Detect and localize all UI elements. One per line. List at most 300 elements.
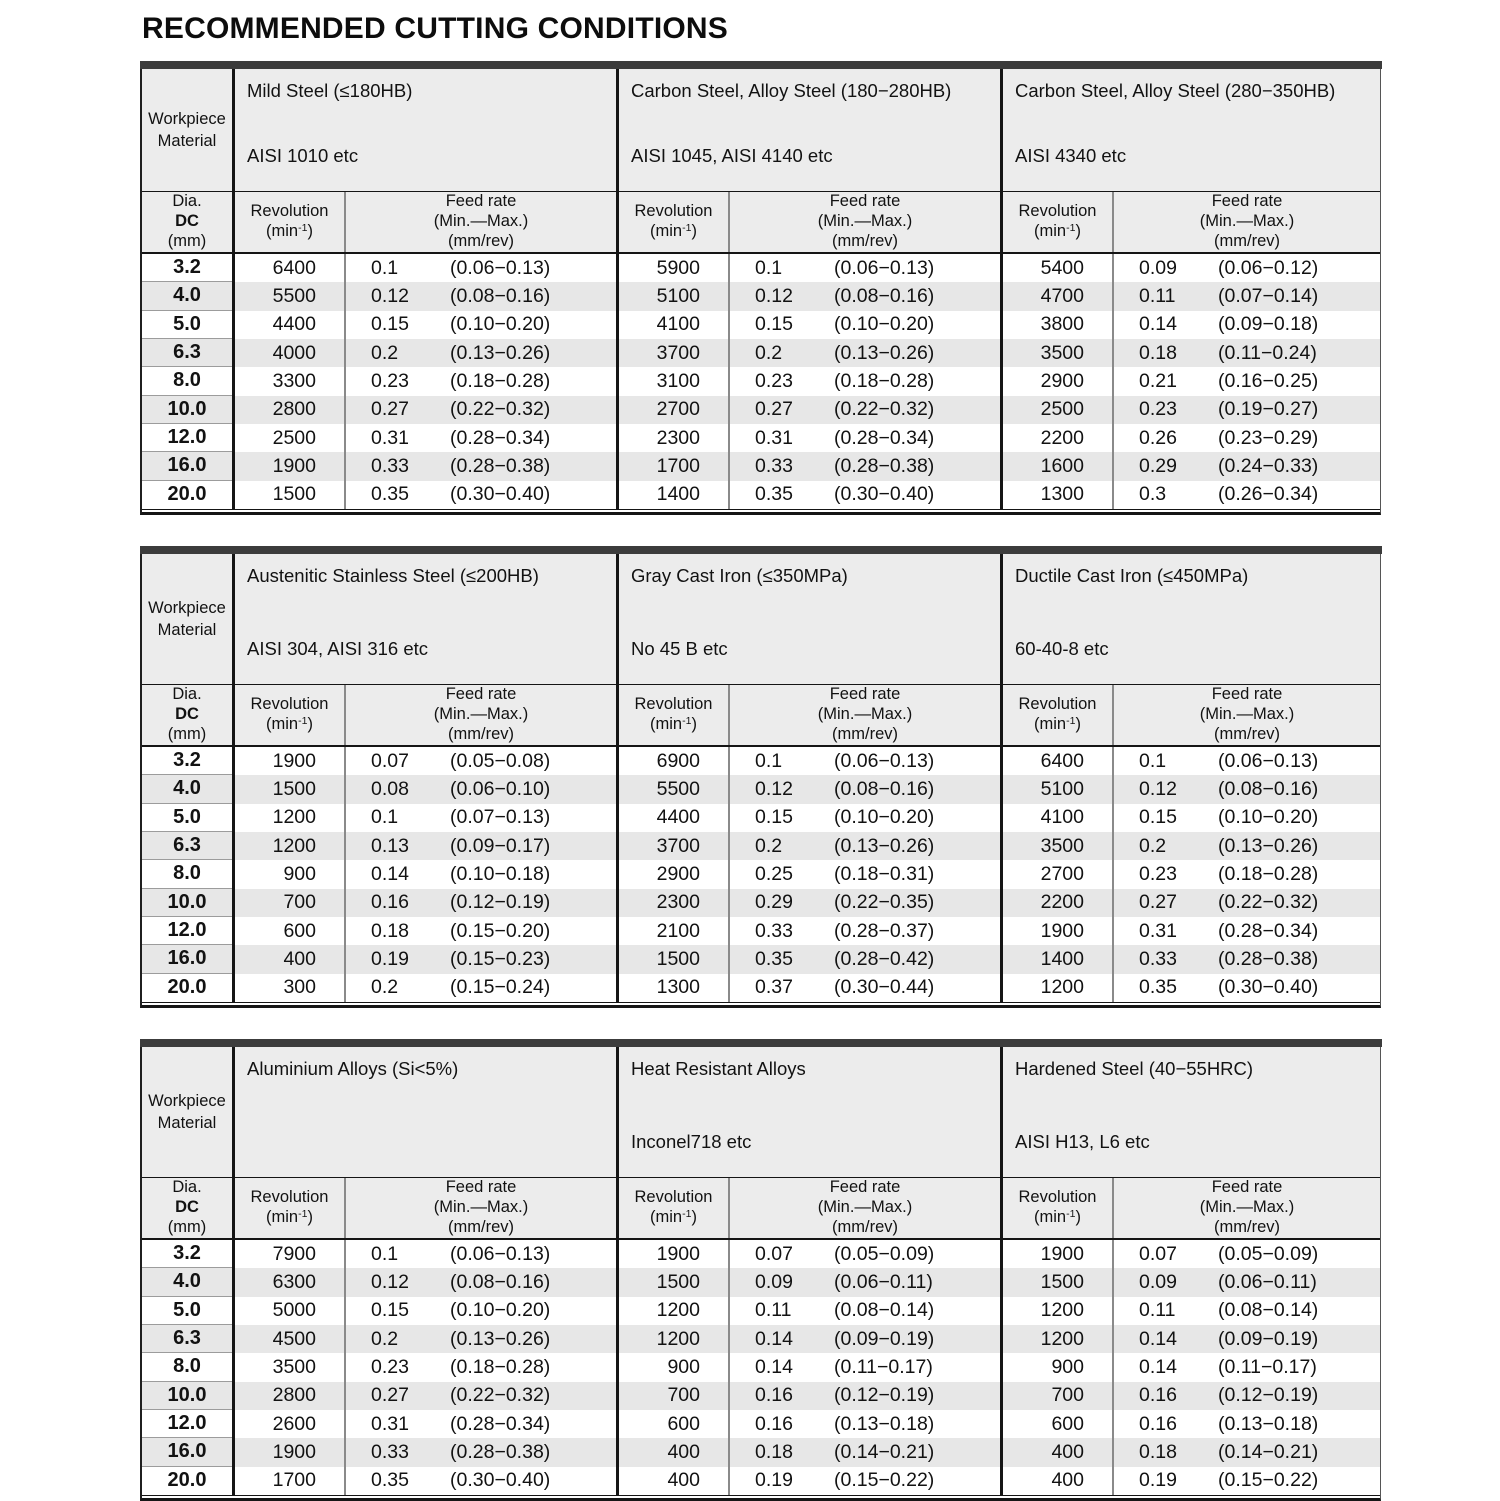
unit-pre: (min bbox=[266, 1207, 299, 1226]
feed-value: 0.35 bbox=[1139, 976, 1177, 999]
feed-rate-cell bbox=[728, 367, 1000, 395]
feed-rate-cell bbox=[1112, 1410, 1380, 1438]
revolution-value: 1900 bbox=[232, 452, 344, 480]
dia-value: 12.0 bbox=[142, 1410, 232, 1438]
feed-range: (0.08−0.16) bbox=[450, 1270, 551, 1293]
feed-rate-cell bbox=[728, 396, 1000, 424]
feed-range: (0.12−0.19) bbox=[834, 1384, 935, 1407]
feed-value: 0.14 bbox=[755, 1355, 793, 1378]
feed-header-line: (Min.—Max.) bbox=[1199, 705, 1295, 724]
dia-value: 12.0 bbox=[142, 917, 232, 945]
feed-header-line: (Min.—Max.) bbox=[817, 705, 913, 724]
feed-rate-cell bbox=[728, 860, 1000, 888]
revolution-value: 1700 bbox=[232, 1467, 344, 1495]
revolution-value: 1200 bbox=[232, 832, 344, 860]
revolution-value: 2700 bbox=[616, 396, 728, 424]
feed-rate-cell bbox=[344, 254, 616, 282]
feed-rate-cell bbox=[344, 1438, 616, 1466]
feed-range: (0.11−0.17) bbox=[1218, 1355, 1317, 1378]
workpiece-material-label: Workpiece Material bbox=[148, 109, 226, 150]
revolution-value: 1200 bbox=[1000, 1325, 1112, 1353]
feed-rate-cell bbox=[1112, 860, 1380, 888]
material-example: AISI H13, L6 etc bbox=[1015, 1130, 1150, 1152]
feed-range: (0.30−0.40) bbox=[834, 483, 935, 506]
feed-value: 0.1 bbox=[1139, 749, 1167, 772]
feed-value: 0.31 bbox=[371, 1412, 409, 1435]
table-row bbox=[142, 1297, 1380, 1325]
feed-rate-cell bbox=[728, 1438, 1000, 1466]
feed-range: (0.05−0.09) bbox=[1218, 1242, 1319, 1265]
unit-post: ) bbox=[307, 1207, 313, 1226]
feed-value: 0.14 bbox=[1139, 1355, 1177, 1378]
material-cell bbox=[1000, 1047, 1380, 1177]
revolution-value: 600 bbox=[232, 917, 344, 945]
feed-value: 0.2 bbox=[371, 1327, 399, 1350]
feed-value: 0.19 bbox=[755, 1469, 793, 1492]
feed-range: (0.13−0.26) bbox=[1218, 834, 1319, 857]
feed-range: (0.13−0.26) bbox=[450, 341, 551, 364]
material-example: Inconel718 etc bbox=[631, 1130, 752, 1152]
feed-value: 0.35 bbox=[371, 483, 409, 506]
table-row bbox=[142, 775, 1380, 803]
revolution-header bbox=[616, 1178, 728, 1238]
revolution-value: 2800 bbox=[232, 1382, 344, 1410]
feed-range: (0.08−0.16) bbox=[834, 777, 935, 800]
revolution-value: 2300 bbox=[616, 424, 728, 452]
feed-range: (0.09−0.19) bbox=[834, 1327, 935, 1350]
feed-range: (0.10−0.20) bbox=[1218, 806, 1319, 829]
feed-rate-cell bbox=[1112, 311, 1380, 339]
feed-value: 0.1 bbox=[371, 1242, 399, 1265]
unit-pre: (min bbox=[650, 714, 683, 733]
feed-header-line: (mm/rev) bbox=[832, 724, 898, 743]
revolution-label: Revolution bbox=[634, 695, 713, 714]
revolution-label: Revolution bbox=[1018, 202, 1097, 221]
revolution-label: Revolution bbox=[1018, 1188, 1097, 1207]
feed-value: 0.29 bbox=[1139, 454, 1177, 477]
feed-range: (0.05−0.08) bbox=[450, 749, 551, 772]
feed-rate-cell bbox=[728, 1240, 1000, 1268]
feed-value: 0.16 bbox=[755, 1412, 793, 1435]
revolution-unit bbox=[1034, 1208, 1081, 1228]
dia-value: 5.0 bbox=[142, 1297, 232, 1325]
data-rows bbox=[142, 1240, 1380, 1496]
revolution-value: 600 bbox=[1000, 1410, 1112, 1438]
feed-value: 0.16 bbox=[755, 1384, 793, 1407]
revolution-value: 400 bbox=[616, 1438, 728, 1466]
revolution-label: Revolution bbox=[250, 1188, 329, 1207]
material-cell bbox=[232, 69, 616, 191]
feed-value: 0.07 bbox=[371, 749, 409, 772]
feed-value: 0.15 bbox=[371, 313, 409, 336]
feed-rate-cell bbox=[1112, 1353, 1380, 1381]
feed-rate-cell bbox=[728, 311, 1000, 339]
table-top-bar bbox=[140, 546, 1382, 554]
feed-header-line: Feed rate bbox=[445, 192, 517, 211]
feed-range: (0.13−0.26) bbox=[834, 834, 935, 857]
feed-rate-cell bbox=[728, 1297, 1000, 1325]
material-example: No 45 B etc bbox=[631, 637, 728, 659]
feed-value: 0.15 bbox=[755, 806, 793, 829]
feed-header-line: (mm/rev) bbox=[832, 1217, 898, 1236]
feed-range: (0.28−0.42) bbox=[834, 947, 935, 970]
page-title: RECOMMENDED CUTTING CONDITIONS bbox=[142, 12, 728, 45]
dia-header-line: Dia. bbox=[172, 685, 202, 704]
table-row bbox=[142, 917, 1380, 945]
feed-range: (0.08−0.14) bbox=[1218, 1299, 1319, 1322]
revolution-value: 1900 bbox=[616, 1240, 728, 1268]
feed-value: 0.37 bbox=[755, 976, 793, 999]
feed-value: 0.18 bbox=[1139, 1440, 1177, 1463]
feed-value: 0.12 bbox=[371, 1270, 409, 1293]
revolution-value: 3500 bbox=[1000, 339, 1112, 367]
feed-rate-cell bbox=[344, 396, 616, 424]
workpiece-material-label: Workpiece Material bbox=[148, 1091, 226, 1132]
revolution-value: 5000 bbox=[232, 1297, 344, 1325]
revolution-value: 3700 bbox=[616, 832, 728, 860]
dia-value: 3.2 bbox=[142, 254, 232, 282]
revolution-value: 2200 bbox=[1000, 424, 1112, 452]
feed-value: 0.12 bbox=[1139, 777, 1177, 800]
unit-sup: -1 bbox=[682, 222, 692, 234]
feed-value: 0.21 bbox=[1139, 369, 1177, 392]
revolution-unit bbox=[650, 222, 697, 242]
feed-rate-cell bbox=[1112, 832, 1380, 860]
table-row bbox=[142, 1467, 1380, 1495]
revolution-value: 4500 bbox=[232, 1325, 344, 1353]
feed-value: 0.23 bbox=[371, 1355, 409, 1378]
revolution-value: 2200 bbox=[1000, 889, 1112, 917]
revolution-value: 1900 bbox=[232, 1438, 344, 1466]
feed-value: 0.14 bbox=[1139, 313, 1177, 336]
feed-rate-cell bbox=[344, 1410, 616, 1438]
feed-rate-cell bbox=[344, 339, 616, 367]
feed-range: (0.08−0.14) bbox=[834, 1299, 935, 1322]
material-cell bbox=[1000, 554, 1380, 684]
revolution-value: 7900 bbox=[232, 1240, 344, 1268]
table-row bbox=[142, 1438, 1380, 1466]
feed-value: 0.19 bbox=[371, 947, 409, 970]
dia-value: 10.0 bbox=[142, 889, 232, 917]
feed-value: 0.23 bbox=[1139, 398, 1177, 421]
feed-range: (0.28−0.34) bbox=[450, 426, 551, 449]
feed-value: 0.1 bbox=[755, 749, 783, 772]
feed-value: 0.33 bbox=[1139, 947, 1177, 970]
feed-rate-cell bbox=[728, 974, 1000, 1002]
feed-rate-cell bbox=[1112, 254, 1380, 282]
feed-range: (0.10−0.18) bbox=[450, 862, 551, 885]
dia-value: 8.0 bbox=[142, 367, 232, 395]
feed-header-line: Feed rate bbox=[1211, 685, 1283, 704]
feed-value: 0.11 bbox=[755, 1299, 792, 1322]
revolution-value: 1300 bbox=[616, 974, 728, 1002]
feed-rate-cell bbox=[1112, 747, 1380, 775]
feed-header-line: Feed rate bbox=[445, 1178, 517, 1197]
unit-post: ) bbox=[307, 222, 313, 240]
revolution-header bbox=[232, 1178, 344, 1238]
feed-rate-cell bbox=[344, 889, 616, 917]
dia-header-line: (mm) bbox=[167, 724, 207, 743]
feed-value: 0.2 bbox=[755, 341, 783, 364]
feed-range: (0.06−0.11) bbox=[834, 1270, 933, 1293]
dia-header-line: Dia. bbox=[172, 1178, 202, 1197]
feed-range: (0.10−0.20) bbox=[834, 806, 935, 829]
feed-rate-cell bbox=[344, 481, 616, 509]
material-name: Aluminium Alloys (Si<5%) bbox=[247, 1057, 459, 1079]
feed-range: (0.06−0.13) bbox=[834, 749, 935, 772]
table-row bbox=[142, 889, 1380, 917]
feed-range: (0.06−0.10) bbox=[450, 777, 551, 800]
dia-value: 4.0 bbox=[142, 1268, 232, 1296]
table-row bbox=[142, 1268, 1380, 1296]
revolution-value: 1500 bbox=[232, 775, 344, 803]
feed-header-line: (Min.—Max.) bbox=[433, 1198, 529, 1216]
feed-rate-cell bbox=[1112, 1297, 1380, 1325]
feed-range: (0.22−0.32) bbox=[450, 1384, 551, 1407]
unit-post: ) bbox=[691, 714, 697, 733]
table-row bbox=[142, 1353, 1380, 1381]
revolution-value: 1900 bbox=[232, 747, 344, 775]
feed-value: 0.14 bbox=[371, 862, 409, 885]
feed-range: (0.06−0.11) bbox=[1218, 1270, 1317, 1293]
unit-post: ) bbox=[691, 222, 697, 240]
feed-value: 0.25 bbox=[755, 862, 793, 885]
dia-value: 16.0 bbox=[142, 1438, 232, 1466]
table-top-bar bbox=[140, 1039, 1382, 1047]
feed-range: (0.22−0.35) bbox=[834, 891, 935, 914]
table-row bbox=[142, 945, 1380, 973]
material-header-row bbox=[142, 1047, 1380, 1177]
revolution-value: 600 bbox=[616, 1410, 728, 1438]
revolution-value: 1200 bbox=[616, 1325, 728, 1353]
feed-value: 0.15 bbox=[1139, 806, 1177, 829]
revolution-header bbox=[1000, 685, 1112, 745]
revolution-header bbox=[616, 192, 728, 252]
table-row bbox=[142, 481, 1380, 509]
dia-value: 3.2 bbox=[142, 1240, 232, 1268]
feed-range: (0.30−0.40) bbox=[450, 1469, 551, 1492]
revolution-value: 900 bbox=[616, 1353, 728, 1381]
feed-value: 0.09 bbox=[1139, 1270, 1177, 1293]
material-cell bbox=[232, 1047, 616, 1177]
feed-range: (0.28−0.38) bbox=[450, 1440, 551, 1463]
unit-sup: -1 bbox=[1066, 222, 1076, 234]
revolution-value: 4000 bbox=[232, 339, 344, 367]
table-row bbox=[142, 282, 1380, 310]
feed-header-line: (mm/rev) bbox=[1214, 724, 1280, 743]
feed-rate-header bbox=[728, 192, 1000, 252]
feed-rate-cell bbox=[728, 1325, 1000, 1353]
feed-value: 0.31 bbox=[1139, 919, 1177, 942]
table-top-bar bbox=[140, 61, 1382, 69]
feed-rate-cell bbox=[344, 1353, 616, 1381]
unit-pre: (min bbox=[1034, 222, 1067, 240]
dia-value: 16.0 bbox=[142, 452, 232, 480]
feed-range: (0.28−0.38) bbox=[450, 454, 551, 477]
feed-rate-cell bbox=[344, 860, 616, 888]
feed-range: (0.28−0.34) bbox=[834, 426, 935, 449]
material-cell bbox=[232, 554, 616, 684]
material-example: AISI 304, AISI 316 etc bbox=[247, 637, 429, 659]
feed-rate-cell bbox=[728, 1268, 1000, 1296]
material-name: Carbon Steel, Alloy Steel (180−280HB) bbox=[631, 80, 952, 101]
revolution-value: 1500 bbox=[616, 945, 728, 973]
unit-sup: -1 bbox=[298, 714, 308, 727]
feed-range: (0.15−0.23) bbox=[450, 947, 551, 970]
feed-value: 0.13 bbox=[371, 834, 409, 857]
feed-range: (0.13−0.18) bbox=[1218, 1412, 1319, 1435]
feed-rate-header bbox=[728, 685, 1000, 745]
feed-header-line: (mm/rev) bbox=[1214, 1217, 1280, 1236]
dia-header-line: DC bbox=[175, 1198, 199, 1216]
dia-value: 10.0 bbox=[142, 1382, 232, 1410]
feed-rate-cell bbox=[344, 1268, 616, 1296]
feed-range: (0.13−0.18) bbox=[834, 1412, 935, 1435]
feed-range: (0.14−0.21) bbox=[1218, 1440, 1319, 1463]
feed-rate-header bbox=[1112, 685, 1380, 745]
revolution-value: 1500 bbox=[1000, 1268, 1112, 1296]
unit-pre: (min bbox=[650, 1207, 683, 1226]
feed-value: 0.1 bbox=[755, 256, 783, 279]
feed-rate-cell bbox=[344, 832, 616, 860]
revolution-value: 3700 bbox=[616, 339, 728, 367]
feed-rate-cell bbox=[1112, 481, 1380, 509]
feed-range: (0.09−0.17) bbox=[450, 834, 551, 857]
feed-value: 0.23 bbox=[371, 369, 409, 392]
feed-value: 0.35 bbox=[755, 947, 793, 970]
feed-value: 0.33 bbox=[755, 919, 793, 942]
feed-value: 0.07 bbox=[1139, 1242, 1177, 1265]
material-name: Carbon Steel, Alloy Steel (280−350HB) bbox=[1015, 80, 1336, 101]
revolution-value: 2600 bbox=[232, 1410, 344, 1438]
feed-rate-cell bbox=[344, 1297, 616, 1325]
revolution-unit bbox=[266, 222, 313, 242]
revolution-value: 4100 bbox=[1000, 804, 1112, 832]
feed-rate-cell bbox=[1112, 282, 1380, 310]
feed-range: (0.07−0.14) bbox=[1218, 284, 1319, 307]
feed-rate-cell bbox=[728, 282, 1000, 310]
revolution-label: Revolution bbox=[250, 695, 329, 714]
feed-rate-cell bbox=[728, 945, 1000, 973]
feed-rate-cell bbox=[344, 804, 616, 832]
feed-rate-cell bbox=[1112, 775, 1380, 803]
revolution-label: Revolution bbox=[634, 1188, 713, 1207]
revolution-value: 700 bbox=[1000, 1382, 1112, 1410]
revolution-header bbox=[616, 685, 728, 745]
feed-header-line: Feed rate bbox=[829, 685, 901, 704]
feed-rate-cell bbox=[1112, 1467, 1380, 1495]
feed-rate-cell bbox=[344, 775, 616, 803]
revolution-value: 6900 bbox=[616, 747, 728, 775]
feed-rate-cell bbox=[728, 424, 1000, 452]
feed-range: (0.07−0.13) bbox=[450, 806, 551, 829]
feed-value: 0.33 bbox=[755, 454, 793, 477]
dia-value: 6.3 bbox=[142, 339, 232, 367]
feed-range: (0.28−0.38) bbox=[1218, 947, 1319, 970]
dia-header-line: (mm) bbox=[167, 1217, 207, 1236]
dia-header-line: DC bbox=[175, 705, 199, 724]
feed-rate-cell bbox=[344, 452, 616, 480]
revolution-value: 1900 bbox=[1000, 1240, 1112, 1268]
unit-post: ) bbox=[1075, 714, 1081, 733]
feed-value: 0.16 bbox=[371, 891, 409, 914]
revolution-value: 1600 bbox=[1000, 452, 1112, 480]
feed-range: (0.30−0.44) bbox=[834, 976, 935, 999]
revolution-value: 5500 bbox=[616, 775, 728, 803]
feed-rate-cell bbox=[344, 945, 616, 973]
feed-rate-header bbox=[728, 1178, 1000, 1238]
feed-range: (0.14−0.21) bbox=[834, 1440, 935, 1463]
revolution-value: 2500 bbox=[1000, 396, 1112, 424]
feed-value: 0.12 bbox=[755, 284, 793, 307]
dia-header bbox=[142, 192, 232, 252]
feed-range: (0.22−0.32) bbox=[1218, 891, 1319, 914]
revolution-unit bbox=[1034, 715, 1081, 735]
feed-range: (0.08−0.16) bbox=[450, 284, 551, 307]
feed-value: 0.09 bbox=[1139, 256, 1177, 279]
feed-value: 0.27 bbox=[371, 398, 409, 421]
unit-sup: -1 bbox=[682, 1207, 692, 1220]
unit-post: ) bbox=[691, 1207, 697, 1226]
feed-value: 0.16 bbox=[1139, 1384, 1177, 1407]
revolution-value: 6400 bbox=[1000, 747, 1112, 775]
revolution-value: 6300 bbox=[232, 1268, 344, 1296]
feed-value: 0.33 bbox=[371, 454, 409, 477]
dia-value: 16.0 bbox=[142, 945, 232, 973]
feed-rate-cell bbox=[1112, 339, 1380, 367]
feed-rate-cell bbox=[728, 804, 1000, 832]
column-header-row bbox=[142, 684, 1380, 747]
feed-rate-cell bbox=[728, 1353, 1000, 1381]
material-example: 60-40-8 etc bbox=[1015, 637, 1109, 659]
feed-value: 0.35 bbox=[371, 1469, 409, 1492]
revolution-value: 3300 bbox=[232, 367, 344, 395]
dia-value: 12.0 bbox=[142, 424, 232, 452]
feed-range: (0.09−0.18) bbox=[1218, 313, 1319, 336]
feed-rate-cell bbox=[344, 747, 616, 775]
feed-value: 0.31 bbox=[755, 426, 793, 449]
feed-rate-cell bbox=[1112, 1240, 1380, 1268]
material-example: AISI 1010 etc bbox=[247, 145, 359, 166]
dia-header-line: DC bbox=[175, 212, 199, 231]
material-example: AISI 4340 etc bbox=[1015, 145, 1127, 166]
feed-rate-cell bbox=[728, 339, 1000, 367]
revolution-value: 400 bbox=[1000, 1467, 1112, 1495]
feed-value: 0.2 bbox=[371, 976, 399, 999]
feed-range: (0.18−0.31) bbox=[834, 862, 935, 885]
feed-range: (0.12−0.19) bbox=[450, 891, 551, 914]
feed-range: (0.11−0.24) bbox=[1218, 341, 1317, 364]
feed-range: (0.06−0.13) bbox=[1218, 749, 1319, 772]
feed-rate-cell bbox=[728, 832, 1000, 860]
feed-rate-cell bbox=[1112, 396, 1380, 424]
revolution-label: Revolution bbox=[1018, 695, 1097, 714]
feed-rate-cell bbox=[1112, 889, 1380, 917]
revolution-value: 1500 bbox=[616, 1268, 728, 1296]
table-row bbox=[142, 1410, 1380, 1438]
revolution-unit bbox=[650, 1208, 697, 1228]
feed-value: 0.14 bbox=[755, 1327, 793, 1350]
feed-rate-cell bbox=[1112, 1438, 1380, 1466]
table-row bbox=[142, 1382, 1380, 1410]
revolution-value: 2900 bbox=[1000, 367, 1112, 395]
unit-post: ) bbox=[307, 714, 313, 733]
feed-range: (0.18−0.28) bbox=[1218, 862, 1319, 885]
feed-value: 0.23 bbox=[755, 369, 793, 392]
feed-range: (0.26−0.34) bbox=[1218, 483, 1319, 506]
table-row bbox=[142, 747, 1380, 775]
feed-header-line: (Min.—Max.) bbox=[817, 1198, 913, 1216]
